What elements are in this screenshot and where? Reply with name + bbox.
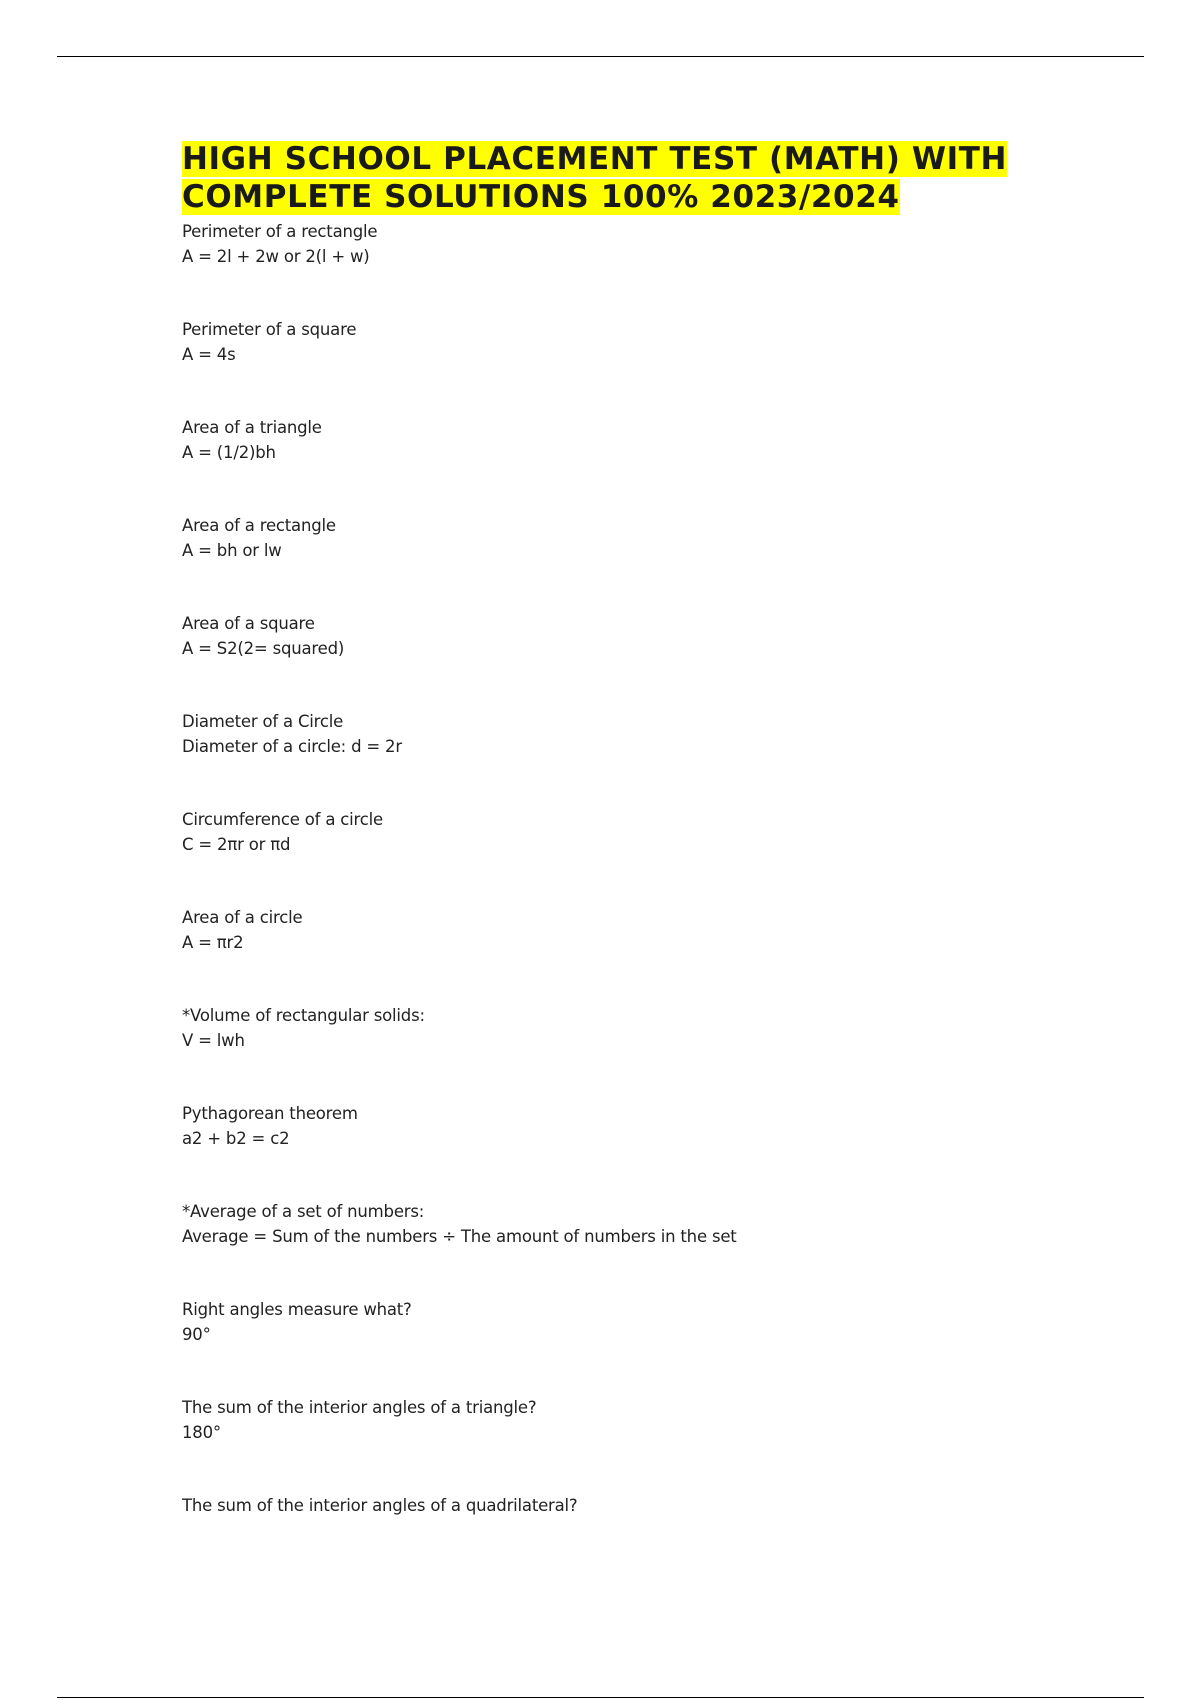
answer-text: A = bh or lw [182,541,282,560]
header-rule [57,56,1144,57]
qa-item-area-rectangle [182,513,1082,563]
qa-item-pythagorean-theorem [182,1101,1082,1151]
document-title-line-2: COMPLETE SOLUTIONS 100% 2023/2024 [182,179,900,215]
answer-text: A = 4s [182,345,236,364]
qa-item-average-numbers [182,1199,1082,1249]
question-text: Area of a rectangle [182,516,336,535]
question-text: Diameter of a Circle [182,712,344,731]
qa-item-diameter-circle [182,709,1082,759]
question-text: The sum of the interior angles of a quadrilateral? [182,1496,578,1515]
answer-text: 90° [182,1325,211,1344]
question-text: *Average of a set of numbers: [182,1202,425,1221]
qa-item-right-angles [182,1297,1082,1347]
document-title-line-1: HIGH SCHOOL PLACEMENT TEST (MATH) WITH [182,141,1008,177]
answer-text: A = (1/2)bh [182,443,276,462]
document-body [182,140,1082,1518]
qa-item-quadrilateral-interior-angles [182,1493,1082,1518]
question-text: Circumference of a circle [182,810,383,829]
answer-text: A = S2(2= squared) [182,639,345,658]
qa-item-area-square [182,611,1082,661]
question-text: Area of a triangle [182,418,322,437]
question-text: *Volume of rectangular solids: [182,1006,425,1025]
answer-text: Diameter of a circle: d = 2r [182,737,402,756]
qa-item-perimeter-rectangle [182,219,1082,269]
answer-text: V = lwh [182,1031,245,1050]
answer-text: a2 + b2 = c2 [182,1129,290,1148]
question-text: Area of a square [182,614,315,633]
question-text: Right angles measure what? [182,1300,412,1319]
qa-item-area-triangle [182,415,1082,465]
answer-text: 180° [182,1423,221,1442]
question-text: Area of a circle [182,908,303,927]
footer-rule [57,1697,1144,1698]
qa-item-triangle-interior-angles [182,1395,1082,1445]
qa-item-circumference-circle [182,807,1082,857]
question-text: Perimeter of a rectangle [182,222,378,241]
question-text: The sum of the interior angles of a triangle? [182,1398,537,1417]
question-text: Pythagorean theorem [182,1104,358,1123]
qa-item-volume-rectangular-solids [182,1003,1082,1053]
answer-text: A = 2l + 2w or 2(l + w) [182,247,370,266]
answer-text: Average = Sum of the numbers ÷ The amount of numbers in the set [182,1227,737,1246]
document-title [182,140,1082,216]
answer-text: C = 2πr or πd [182,835,291,854]
answer-text: A = πr2 [182,933,244,952]
qa-item-area-circle [182,905,1082,955]
qa-item-perimeter-square [182,317,1082,367]
question-text: Perimeter of a square [182,320,357,339]
